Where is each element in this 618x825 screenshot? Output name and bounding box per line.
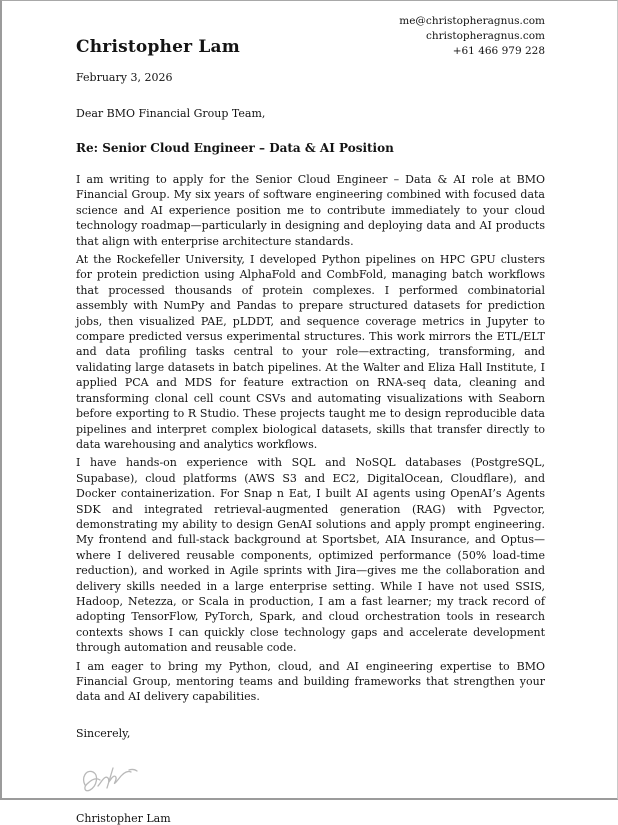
sender-name: Christopher Lam — [76, 37, 240, 57]
contact-block — [399, 14, 545, 59]
salutation: Dear BMO Financial Group Team, — [76, 107, 266, 120]
contact-phone: +61 466 979 228 — [452, 45, 545, 57]
signed-name: Christopher Lam — [76, 811, 171, 825]
letter-date: February 3, 2026 — [76, 71, 173, 84]
closing: Sincerely, — [76, 726, 131, 740]
paragraph-technical-skills: I have hands-on experience with SQL and NoSQL databases (PostgreSQL, Supabase), cloud platforms (AWS S3 and EC2, DigitalOcean, Cloudflare), and Docker containerization. For Snap n Eat, I built AI agents using OpenAI’s Agents SDK and integrated retrieval-augmented generation (RAG) with Pgvector, demonstrating my ability to design GenAI solutions and apply prompt engineering. My frontend and full-stack background at Sportsbet, AIA Insurance, and Optus—where I delivered reusable components, optimized performance (50% load-time reduction), and worked in Agile sprints with Jira—gives me the collaboration and delivery skills needed in a large enterprise setting. While I have not used SSIS, Hadoop, Netezza, or Scala in production, I am a fast learner; my track record of adopting TensorFlow, PyTorch, Spark, and cloud orchestration tools in research contexts shows I can quickly close technology gaps and accelerate development through automation and reusable code. — [76, 456, 545, 655]
signature-squiggle-stroke — [98, 771, 131, 786]
signature-image — [78, 764, 142, 798]
contact-website: christopheragnus.com — [425, 30, 545, 42]
paragraph-intro: I am writing to apply for the Senior Cloud Engineer – Data & AI role at BMO Financial Group. My six years of software engineering combined with focused data science and AI experience position me to contribute immediately to your cloud technology roadmap—particularly in designing and deploying data and AI products that align with enterprise architecture standards. — [76, 173, 545, 248]
signature-tail-stroke — [129, 769, 137, 771]
paragraph-conclusion: I am eager to bring my Python, cloud, and AI engineering expertise to BMO Financial Group, mentoring teams and building frameworks that strengthen your data and AI delivery capabilities. — [76, 659, 545, 704]
paragraph-research-experience: At the Rockefeller University, I developed Python pipelines on HPC GPU clusters for protein prediction using AlphaFold and CombFold, managing batch workflows that processed thousands of protein complexes. I performed combinatorial assembly with NumPy and Pandas to prepare structured datasets for prediction jobs, then visualized PAE, pLDDT, and sequence coverage metrics in Jupyter to compare predicted versus experimental structures. This work mirrors the ETL/ELT and data profiling tasks central to your role—extracting, transforming, and validating large datasets in batch pipelines. At the Walter and Eliza Hall Institute, I applied PCA and MDS for feature extraction on RNA-seq data, cleaning and transforming clonal cell count CSVs and automating visualizations with Seaborn before exporting to R Studio. These projects taught me to design reproducible data pipelines and interpret complex biological datasets, skills that transfer directly to data warehousing and analytics workflows. — [76, 253, 545, 451]
subject-line: Re: Senior Cloud Engineer – Data & AI Position — [76, 141, 394, 155]
signature-loop-stroke — [84, 771, 100, 790]
letter-header — [76, 14, 545, 59]
contact-email: me@christopheragnus.com — [399, 15, 545, 27]
